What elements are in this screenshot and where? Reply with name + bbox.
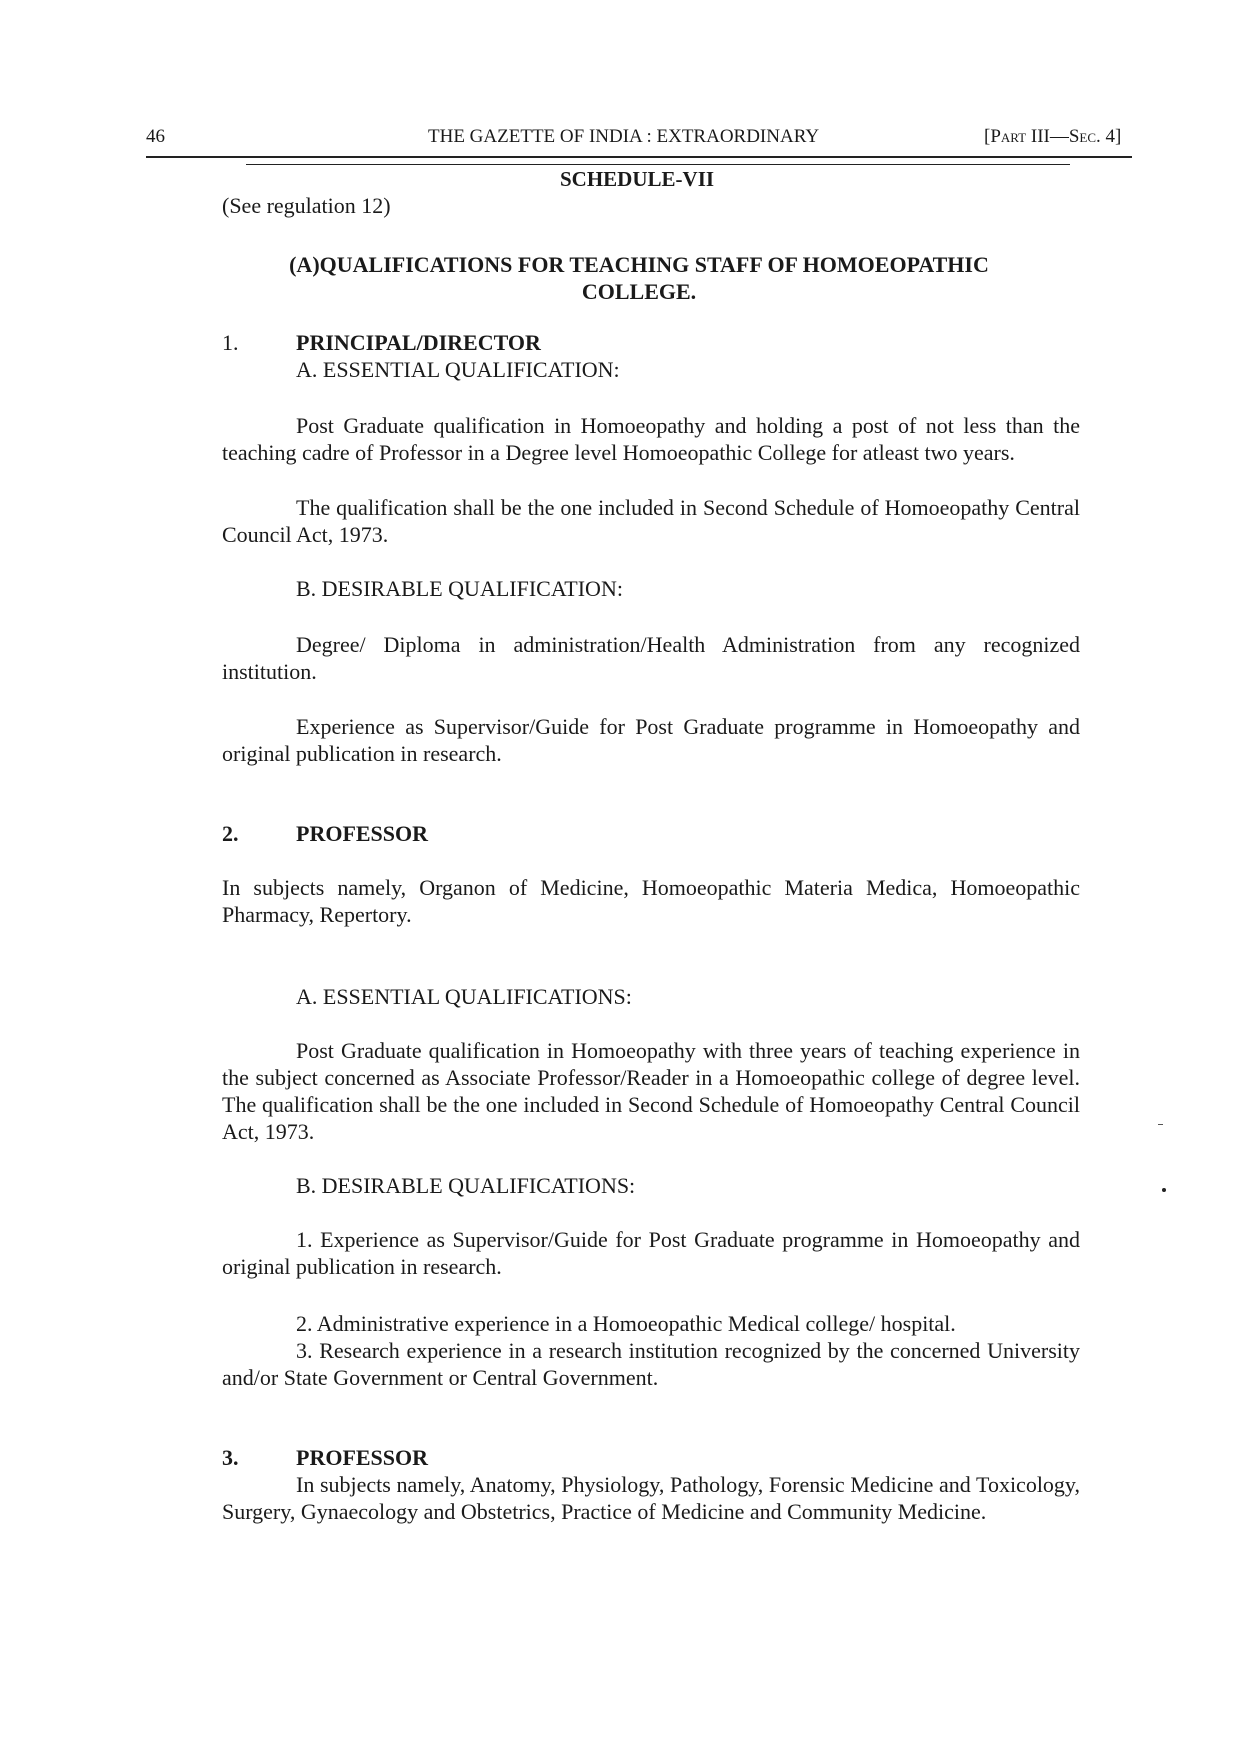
section-1-desirable-paragraph: Degree/ Diploma in administration/Health Administration from any recognized institution.: [222, 632, 1080, 684]
section-1-desirable-paragraph-2: Experience as Supervisor/Guide for Post Graduate programme in Homoeopathy and original publication in research.: [222, 714, 1080, 766]
schedule-heading: SCHEDULE-VII: [560, 167, 715, 191]
section-2-subjects: In subjects namely, Organon of Medicine, Homoeopathic Materia Medica, Homoeopathic Pharmacy, Repertory.: [222, 875, 1080, 927]
section-1-essential-paragraph-2: The qualification shall be the one included in Second Schedule of Homoeopathy Central Council Act, 1973.: [222, 495, 1080, 547]
scan-speck: [1162, 1188, 1166, 1192]
section-1-desirable-label: B. DESIRABLE QUALIFICATION:: [296, 576, 623, 601]
section-3-heading: PROFESSOR: [296, 1445, 429, 1470]
section-2-desirable-item-3: 3. Research experience in a research institution recognized by the concerned University and/or State Government or Central Government.: [222, 1338, 1080, 1390]
gazette-title: THE GAZETTE OF INDIA : EXTRAORDINARY: [428, 126, 820, 147]
section-1-essential-paragraph: Post Graduate qualification in Homoeopathy and holding a post of not less than the teaching cadre of Professor in a Degree level Homoeopathic College for atleast two years.: [222, 413, 1080, 465]
section-2-desirable-item-2: 2. Administrative experience in a Homoeopathic Medical college/ hospital.: [296, 1311, 956, 1336]
section-3-subjects: In subjects namely, Anatomy, Physiology, Pathology, Forensic Medicine and Toxicology, Surgery, Gynaecology and Obstetrics, Practice of Medicine and Community Medicine.: [222, 1472, 1080, 1524]
section-1-number: 1.: [222, 330, 239, 355]
section-2-desirable-label: B. DESIRABLE QUALIFICATIONS:: [296, 1173, 636, 1198]
header-rule: [146, 156, 1132, 158]
section-2-heading: PROFESSOR: [296, 821, 429, 846]
section-1-essential-label: A. ESSENTIAL QUALIFICATION:: [296, 357, 620, 382]
section-1-heading: PRINCIPAL/DIRECTOR: [296, 330, 541, 355]
header-rule-short: [246, 164, 1070, 165]
section-2-essential-label: A. ESSENTIAL QUALIFICATIONS:: [296, 984, 632, 1009]
section-2-essential-paragraph: Post Graduate qualification in Homoeopathy with three years of teaching experience in the subject concerned as Associate Professor/Reader in a Homoeopathic college of degree level. The qualification shall be the one included in Second Schedule of Homoeopathy Central Council Act, 1973.: [222, 1038, 1080, 1144]
main-title-line2: COLLEGE.: [581, 279, 697, 304]
page-number: 46: [146, 126, 165, 147]
section-2-number: 2.: [222, 821, 239, 846]
main-title-line1: (A)QUALIFICATIONS FOR TEACHING STAFF OF HOMOEOPATHIC: [289, 252, 989, 277]
scan-mark: [1158, 1124, 1163, 1125]
section-2-desirable-item-1: 1. Experience as Supervisor/Guide for Post Graduate programme in Homoeopathy and original publication in research.: [222, 1227, 1080, 1279]
section-3-number: 3.: [222, 1445, 239, 1470]
see-regulation: (See regulation 12): [222, 193, 391, 218]
part-section: [Part III—Sec. 4]: [984, 126, 1122, 147]
